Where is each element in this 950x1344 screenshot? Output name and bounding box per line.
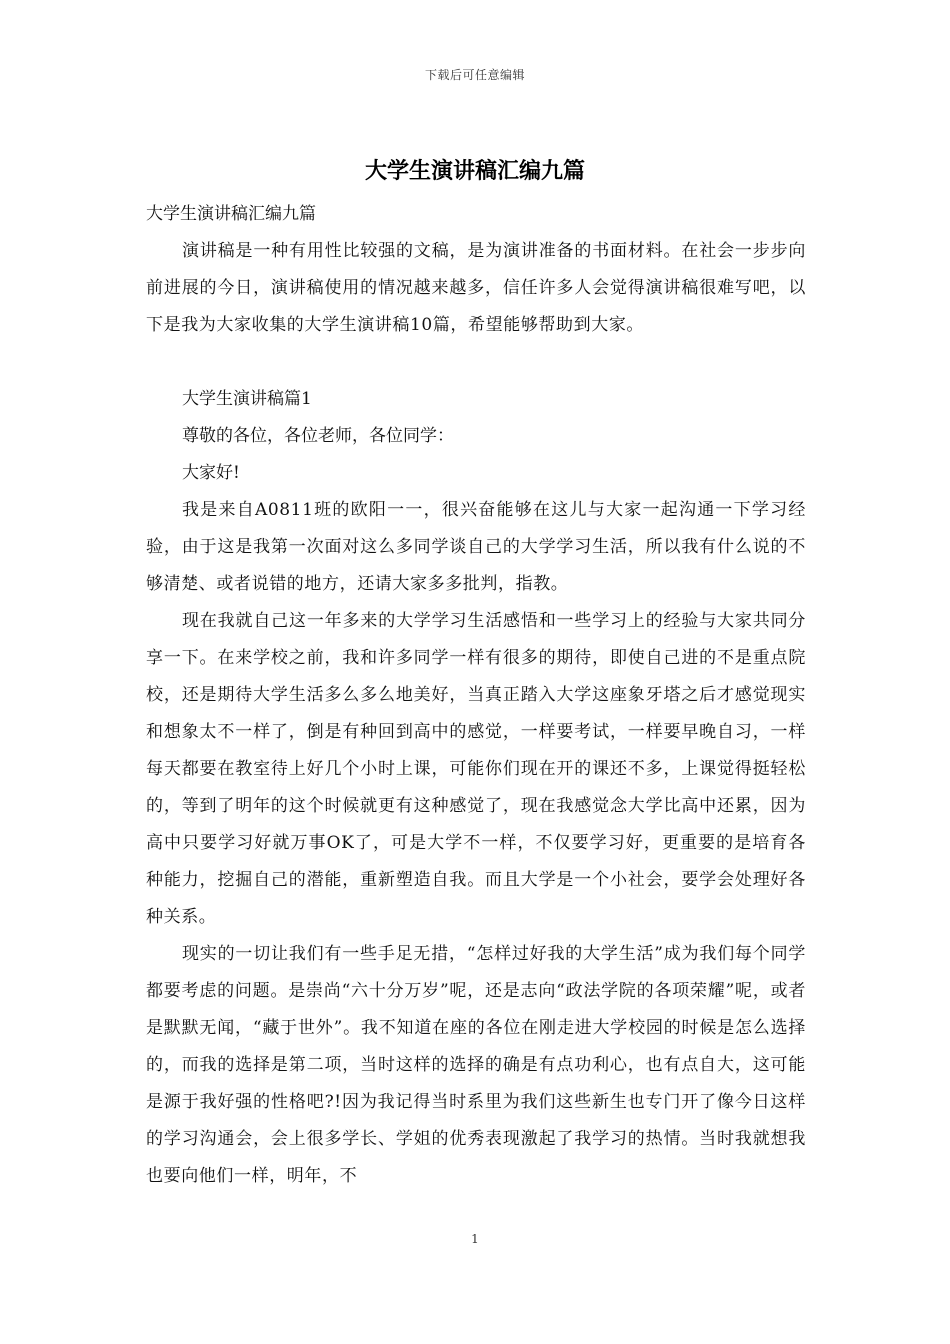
- header-note: 下载后可任意编辑: [424, 68, 525, 82]
- document-title: 大学生演讲稿汇编九篇: [364, 158, 585, 184]
- section-heading: 大学生演讲稿篇1: [182, 389, 312, 409]
- intro-paragraph: 演讲稿是一种有用性比较强的文稿，是为演讲准备的书面材料。在社会一步步向前进展的今日，演讲稿使用的情况越来越多，信任许多人会觉得演讲稿很难写吧，以下是我为大家收集的大学生演讲稿10篇，希望能够帮助到大家。: [146, 241, 806, 335]
- hello-line: 大家好!: [182, 463, 240, 483]
- page-number: 1: [471, 1232, 479, 1246]
- greeting-line: 尊敬的各位，各位老师，各位同学：: [182, 426, 454, 446]
- body-paragraph: 现在我就自己这一年多来的大学学习生活感悟和一些学习上的经验与大家共同分享一下。在来学校之前，我和许多同学一样有很多的期待，即使自己进的不是重点院校，还是期待大学生活多么多么地美好，当真正踏入大学这座象牙塔之后才感觉现实和想象太不一样了，倒是有种回到高中的感觉，一样要考试，一样要早晚自习，一样每天都要在教室待上好几个小时上课，可能你们现在开的课还不多，上课觉得挺轻松的，等到了明年的这个时候就更有这种感觉了，现在我感觉念大学比高中还累，因为高中只要学习好就万事OK了，可是大学不一样，不仅要学习好，更重要的是培育各种能力，挖掘自己的潜能，重新塑造自我。而且大学是一个小社会，要学会处理好各种关系。: [146, 611, 806, 927]
- body-paragraph: 现实的一切让我们有一些手足无措，“怎样过好我的大学生活”成为我们每个同学都要考虑的问题。是崇尚“六十分万岁”呢，还是志向“政法学院的各项荣耀”呢，或者是默默无闻，“藏于世外”。我不知道在座的各位在刚走进大学校园的时候是怎么选择的，而我的选择是第二项，当时这样的选择的确是有点功利心，也有点自大，这可能是源于我好强的性格吧?!因为我记得当时系里为我们这些新生也专门开了像今日这样的学习沟通会，会上很多学长、学姐的优秀表现激起了我学习的热情。当时我就想我也要向他们一样，明年，不: [146, 944, 806, 1186]
- blank-line: [146, 344, 806, 381]
- document-body: [146, 196, 806, 1195]
- body-paragraph: 我是来自A0811班的欧阳一一，很兴奋能够在这儿与大家一起沟通一下学习经验，由于这是我第一次面对这么多同学谈自己的大学学习生活，所以我有什么说的不够清楚、或者说错的地方，还请大家多多批判，指教。: [146, 500, 806, 594]
- document-subtitle: 大学生演讲稿汇编九篇: [146, 204, 316, 224]
